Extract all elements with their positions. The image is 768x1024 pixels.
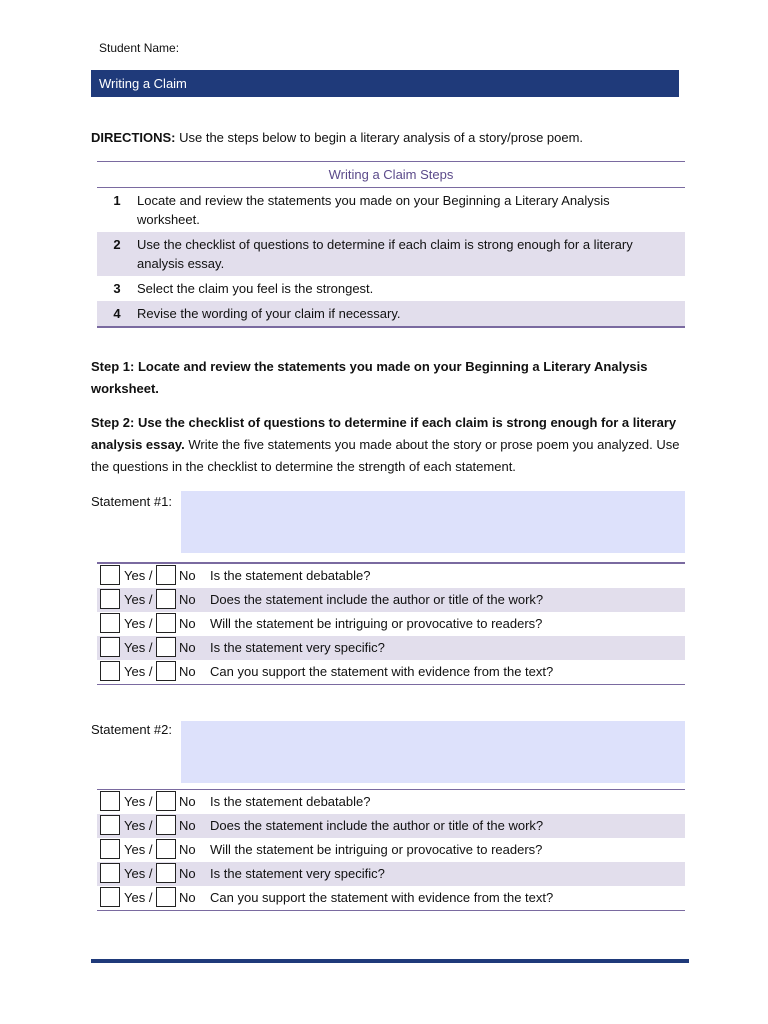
no-label: No <box>179 568 196 583</box>
yes-label: Yes / <box>124 818 153 833</box>
no-label: No <box>179 664 196 679</box>
yes-checkbox[interactable] <box>100 637 120 657</box>
statement-2-label: Statement #2: <box>91 722 172 737</box>
checklist-question: Is the statement very specific? <box>210 866 385 881</box>
no-label: No <box>179 842 196 857</box>
step-number: 2 <box>113 237 121 252</box>
no-checkbox[interactable] <box>156 863 176 883</box>
checklist-question: Will the statement be intriguing or provocative to readers? <box>210 616 543 631</box>
checklist-row <box>97 886 685 910</box>
step-row <box>97 188 685 232</box>
checklist-question: Does the statement include the author or title of the work? <box>210 818 544 833</box>
checklist-question: Will the statement be intriguing or provocative to readers? <box>210 842 543 857</box>
yes-checkbox[interactable] <box>100 613 120 633</box>
no-checkbox[interactable] <box>156 637 176 657</box>
step2-text: Write the five statements you made about the story or prose poem you analyzed. Use the questions in the checklist to determine the strength of each statement. <box>91 437 680 474</box>
step1-paragraph <box>91 356 681 400</box>
yes-label: Yes / <box>124 664 153 679</box>
no-label: No <box>179 592 196 607</box>
title-banner: Writing a Claim <box>91 70 679 97</box>
step2-paragraph <box>91 412 681 478</box>
checklist-question: Is the statement debatable? <box>210 568 371 583</box>
directions-text: Use the steps below to begin a literary analysis of a story/prose poem. <box>175 130 584 145</box>
checklist-row <box>97 862 685 886</box>
step-number: 4 <box>113 306 121 321</box>
yes-checkbox[interactable] <box>100 815 120 835</box>
yes-checkbox[interactable] <box>100 887 120 907</box>
statement-2-checklist <box>97 789 685 911</box>
yes-checkbox[interactable] <box>100 661 120 681</box>
student-name-label: Student Name: <box>99 41 180 55</box>
no-checkbox[interactable] <box>156 613 176 633</box>
no-label: No <box>179 818 196 833</box>
no-label: No <box>179 866 196 881</box>
steps-table-title: Writing a Claim Steps <box>97 161 685 188</box>
no-checkbox[interactable] <box>156 815 176 835</box>
checklist-question: Does the statement include the author or title of the work? <box>210 592 544 607</box>
no-checkbox[interactable] <box>156 565 176 585</box>
checklist-row <box>97 564 685 588</box>
statement-1-checklist <box>97 562 685 685</box>
yes-label: Yes / <box>124 842 153 857</box>
step-number: 3 <box>113 281 121 296</box>
step-text: Use the checklist of questions to determine if each claim is strong enough for a literary analysis essay. <box>137 237 633 271</box>
checklist-question: Is the statement debatable? <box>210 794 371 809</box>
no-label: No <box>179 640 196 655</box>
yes-checkbox[interactable] <box>100 863 120 883</box>
checklist-question: Can you support the statement with evidence from the text? <box>210 664 554 679</box>
checklist-question: Can you support the statement with evidence from the text? <box>210 890 554 905</box>
checklist-row <box>97 814 685 838</box>
step-text: Locate and review the statements you made on your Beginning a Literary Analysis worksheet. <box>137 193 610 227</box>
checklist-row <box>97 636 685 660</box>
yes-label: Yes / <box>124 640 153 655</box>
yes-checkbox[interactable] <box>100 565 120 585</box>
checklist-row <box>97 588 685 612</box>
checklist-row <box>97 612 685 636</box>
steps-table <box>97 161 685 328</box>
no-checkbox[interactable] <box>156 791 176 811</box>
checklist-question: Is the statement very specific? <box>210 640 385 655</box>
yes-label: Yes / <box>124 616 153 631</box>
step2-bold: Step 2: Use the checklist of questions to determine if each claim is strong enough for a literary analysis essay. <box>91 415 677 452</box>
no-checkbox[interactable] <box>156 887 176 907</box>
no-label: No <box>179 890 196 905</box>
step-text: Revise the wording of your claim if necessary. <box>137 306 401 321</box>
checklist-row <box>97 790 685 814</box>
directions-label: DIRECTIONS: <box>91 130 176 145</box>
yes-label: Yes / <box>124 568 153 583</box>
step-number: 1 <box>113 193 121 208</box>
directions <box>91 130 583 145</box>
no-label: No <box>179 794 196 809</box>
step-row <box>97 301 685 328</box>
statement-1-input[interactable] <box>181 491 685 553</box>
yes-checkbox[interactable] <box>100 589 120 609</box>
yes-label: Yes / <box>124 866 153 881</box>
yes-label: Yes / <box>124 890 153 905</box>
step-text: Select the claim you feel is the strongest. <box>137 281 374 296</box>
yes-checkbox[interactable] <box>100 791 120 811</box>
no-checkbox[interactable] <box>156 839 176 859</box>
no-label: No <box>179 616 196 631</box>
no-checkbox[interactable] <box>156 661 176 681</box>
yes-checkbox[interactable] <box>100 839 120 859</box>
checklist-row <box>97 838 685 862</box>
checklist-row <box>97 660 685 684</box>
yes-label: Yes / <box>124 794 153 809</box>
step1-text: Step 1: Locate and review the statements you made on your Beginning a Literary Analysis worksheet. <box>91 359 648 396</box>
footer-divider <box>91 959 689 963</box>
step-row <box>97 232 685 276</box>
statement-1-label: Statement #1: <box>91 494 172 509</box>
statement-2-input[interactable] <box>181 721 685 783</box>
step-row <box>97 276 685 301</box>
yes-label: Yes / <box>124 592 153 607</box>
no-checkbox[interactable] <box>156 589 176 609</box>
